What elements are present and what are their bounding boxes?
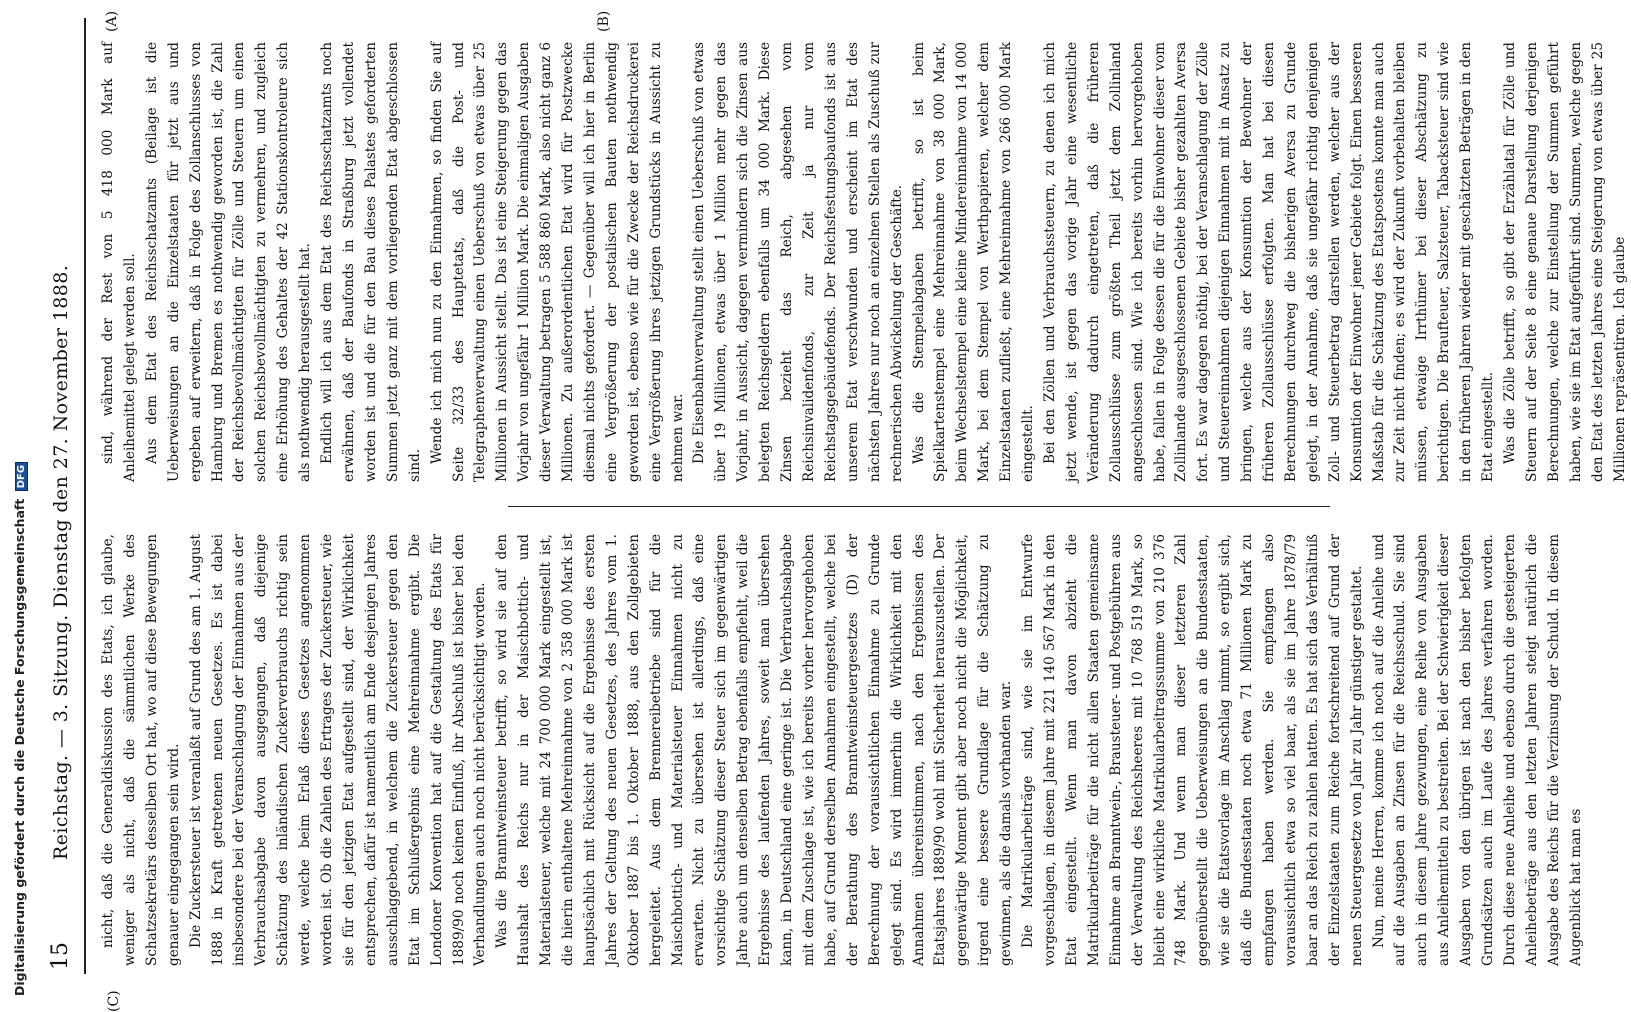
paragraph: Wende ich mich nun zu den Einnahmen, so finden Sie auf Seite 32/33 des Hauptetats, daß die Post- und Telegraphenverwaltung einen Ueberschuß von etwas über 25 Millionen in Aussicht stellt. Das ist eine Steigerung gegen das Vorjahr von ungefähr 1 Million Mark. Die einmaligen Ausgaben dieser Verwaltung betragen 5 588 860 Mark, also nicht ganz 6 Millionen. Zu außerordentlichen Etat wird für Postzwecke diesmal nichts gefordert. — Gegenüber will ich hier in Berlin eine Vergrößerung der postalischen Bauten nothwendig geworden ist, ebenso wie für die Zwecke der Reichsdruckerei eine Vergrößerung ihres jetzigen Grundstücks in Aussicht zu nehmen war. [428,42,686,482]
header-rule [84,18,86,974]
paragraph: Aus dem Etat des Reichsschatzamts (Beilage ist die Ueberweisungen an die Einzelstaaten für jetzt aus und ergeben auf erweitern, daß in Folge des Zollanschlusses von Hamburg und Bremen es nothwendig geworden ist, die Zahl der Reichsbevollmächtigten für Zölle und Steuern um einen solchen Reichsbevollmächtigten zu vermehren, und zugleich eine Erhöhung des Gehaltes der 42 Stationskontroleure sich als nothwendig herausgestellt hat. [143,42,314,482]
margin-mark-c: (C) [106,990,122,1012]
paragraph: Die Zuckersteuer ist veranlaßt auf Grund des am 1. August 1888 in Kraft getretenen neuen Gesetzes. Es ist dabei insbesondere bei der Veranschlagung der Einnahmen aus der Verbrauchsabgabe davon ausgegangen, daß diejenige Schätzung des inländischen Zuckerverbrauchs richtig sein werde, welche beim Erlaß dieses Gesetzes angenommen worden ist. Ob die Zahlen des Ertrages der Zuckersteuer, wie sie für den jetzigen Etat aufgestellt sind, der Wirklichkeit entsprechen, dafür ist namentlich am Ende desjenigen Jahres ausschlaggebend, in welchem die Zuckersteuer gegen den Etat im Schlußergebnis eine Mehreinnahme ergibt. Die Londoner Konvention hat auf die Gestaltung des Etats für 1889/90 noch keinen Einfluß, ihr Abschluß ist bisher bei den Verhandlungen auch noch nicht berücksichtigt worden. [187,534,489,966]
dfg-logo-icon: DFG [15,462,28,491]
paragraph: sind, während der Rest von 5 418 000 Mark auf Anleihemittel gelegt werden soll. [100,42,138,482]
credit-text: Digitalisierung gefördert durch die Deutsche Forschungsgemeinschaft [12,498,27,996]
paragraph: Was die Stempelabgaben betrifft, so ist beim Spielkartenstempel eine Mehreinnahme von 38 000 Mark, beim Wechselstempel eine kleine Mindereinnahme von 14 000 Mark, bei dem Stempel von Werthpapieren, welcher dem Einzelstaaten zufließt, eine Mehreinnahme von 266 000 Mark eingestellt. [910,42,1037,482]
page-title: Reichstag. — 3. Sitzung. Dienstag den 27. November 1888. [50,264,72,860]
paragraph: Endlich will ich aus dem Etat des Reichsschatzamts noch erwähnen, daß der Baufonds in Straßburg jetzt vollendet worden ist und die für den Bau dieses Palastes geforderten Summen jetzt ganz mit dem vorliegenden Etat abgeschlossen sind. [319,42,423,482]
text-column-right [98,42,1628,482]
margin-mark-a: (A) [104,10,120,32]
digitization-credit-strip [0,0,27,1000]
running-head [26,0,96,1000]
paragraph: Was die Branntweinsteuer betrifft, so wird sie auf den Haushalt des Reichs nur in der Maischbottich- und Materialsteuer, welche mit 24 700 000 Mark eingestellt ist, die hierin enthaltene Mehreinnahme von 2 358 000 Mark ist hauptsächlich mit Rücksicht auf die Ergebnisse des ersten Jahres der Geltung des neuen Gesetzes, des Jahres vom 1. Oktober 1887 bis 1. Oktober 1888, aus den Zollgebieten hergeleitet. Aus dem Brennereibetriebe sind für die Maischbottich- und Materialsteuer Einnahmen nicht zu erwarten. Nicht zu übersehen ist allerdings, daß eine vorsichtige Schätzung dieser Steuer sich im gegenwärtigen Jahre auch um denselben Betrag ebenfalls empfiehlt, weil die Ergebnisse des laufenden Jahres, soweit man übersehen kann, in Deutschland eine geringe ist. Die Verbrauchsabgabe mit dem Zuschlage ist, wie ich bereits vorher hervorgehoben habe, auf Grund derselben Annahmen eingestellt, welche bei der Berathung des Branntweinsteuergesetzes (D) der Berechnung der voraussichtlichen Einnahme zu Grunde gelegt sind. Es wird immerhin die Wirklichkeit mit den Annahmen übereinstimmen, nach den Ergebnissen des Etatsjahres 1889/90 wohl mit Sicherheit herauszustellen. Der gegenwärtige Moment gibt aber noch nicht die Möglichkeit, irgend eine bessere Grundlage für die Schätzung zu gewinnen, als die damals vorhanden war. [494,534,1015,966]
rotated-page-content [26,0,1628,1012]
digitization-credit [12,462,28,996]
paragraph: Die Matrikularbeiträge sind, wie sie im Entwurfe vorgeschlagen, in diesem Jahre mit 221 140 567 Mark in den Etat eingestellt. Wenn man davon abzieht die Matrikularbeiträge für die nicht allen Staaten gemeinsame Einnahme an Branntwein-, Brausteuer- und Postgebühren aus der Verwaltung des Reichsheeres mit 10 768 519 Mark, so bleibt eine wirkliche Matrikularbeitragssumme von 210 376 748 Mark. Und wenn man dieser letzteren Zahl gegenüberstellt die Ueberweisungen an die Bundesstaaten, wie sie die Etatsvorlage im Anschlag nimmt, so ergibt sich, daß die Bundesstaaten noch etwa 71 Millionen Mark zu empfangen haben werden. Sie empfangen also voraussichtlich etwa so viel baar, als sie im Jahre 1878/79 baar an das Reich zu zahlen hatten. Es hat sich das Verhältniß der Einzelstaaten zum Reiche fortschreitend auf Grund der neuen Steuergesetze von Jahr zu Jahr günstiger gestaltet. [1020,534,1365,966]
page-number: 15 [48,942,73,970]
text-column-left [98,534,1584,966]
paragraph: Die Eisenbahnverwaltung stellt einen Ueberschuß von etwas über 19 Millionen, etwas über 1 Million mehr gegen das Vorjahr, in Aussicht, dagegen vermindern sich die Zinsen aus belegten Reichsgeldern ebenfalls um 34 000 Mark. Diese Zinsen bezieht das Reich, abgesehen vom Reichsinvalidenfonds, zur Zeit ja nur vom Reichstagsgebäudefonds. Der Reichsfestungsbaufonds ist aus unserem Etat verschwunden und erscheint im Etat des nächsten Jahres nur noch an einzelnen Stellen als Zuschuß zur rechnerischen Abwickelung der Geschäfte. [691,42,905,482]
paragraph: nicht, daß die Generaldiskussion des Etats, ich glaube, weniger als nicht, daß die sämmtlichen Werke des Schatzsekretärs desselben Ort hat, wo auf diese Bewegungen genauer eingegangen sein wird. [100,534,182,966]
paragraph: Nun, meine Herren, komme ich noch auf die Anleihe und auf die Ausgaben an Zinsen für die Reichsschuld. Sie sind auch in diesem Jahre gezwungen, eine Reihe von Ausgaben aus Anleihemitteln zu bestreiten. Bei der Schwierigkeit dieser Ausgaben von den übrigen ist nach den bisher befolgten Grundsätzen auch im Laufe des Jahres verfahren worden. Durch diese neue Anleihe und ebenso durch die gesteigerten Anleihebeträge aus den letzten Jahren steigt natürlich die Ausgabe des Reichs für die Verzinsung der Schuld. In diesem Augenblick hat man es [1370,534,1584,966]
margin-mark-b: (B) [596,10,612,32]
paragraph: Was die Zölle betrifft, so gibt der Erzählatal für Zölle und Steuern auf der Seite 8 eine genaue Darstellung derjenigen Berechnungen, welche zur Einstellung der Summen geführt haben, wie sie im Etat aufgeführt sind. Summen, welche gegen den Etat des letzten Jahres eine Steigerung von etwas über 25 Millionen repräsentiren. Ich glaube [1502,42,1628,482]
paragraph: Bei den Zöllen und Verbrauchssteuern, zu denen ich mich jetzt wende, ist gegen das vorige Jahr eine wesentliche Veränderung dadurch eingetreten, daß die früheren Zollausschlüsse zum größten Theil jetzt dem Zollinland angeschlossen sind. Wie ich bereits vorhin hervorgehoben habe, fallen in Folge dessen die für die Einwohner dieser vom Zollinlande ausgeschlossenen Gebiete bisher gezahlten Aversa fort. Es war dagegen nöthig, bei der Veranschlagung der Zölle und Steuereinnahmen diejenigen Einnahmen mit in Ansatz zu bringen, welche aus der Konsumtion der Bewohner der früheren Zollausschlüsse erfolgten. Man hat bei diesen Berechnungen durchweg die bisherigen Aversa zu Grunde gelegt, in der Annahme, daß sie ungefähr richtig denjenigen Zoll- und Steuerbetrag darstellen werden, welcher aus der Konsumtion der Einwohner jener Gebiete folgt. Einen besseren Maßstab für die Schätzung des Etatspostens konnte man auch zur Zeit nicht finden; es wird der Zukunft vorbehalten bleiben müssen, etwaige Irrthümer bei dieser Abschätzung zu berichtigen. Die Braufteuer, Salzsteuer, Tabacksteuer sind wie in den früheren Jahren wieder mit geschätzten Beträgen in den Etat eingestellt. [1041,42,1497,482]
column-divider [508,506,1330,507]
